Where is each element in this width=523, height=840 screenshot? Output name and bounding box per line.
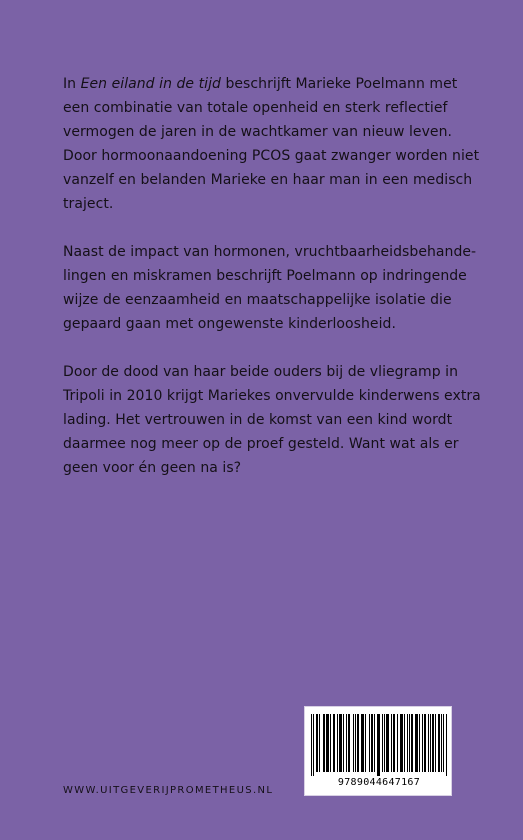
barcode-bar [339, 714, 340, 772]
blurb-line: gepaard gaan met ongewenste kinderloosheid. [63, 316, 396, 332]
barcode-bar [430, 714, 431, 772]
barcode-bar [400, 714, 401, 772]
barcode-bar [377, 714, 378, 776]
barcode-bar [319, 714, 320, 772]
barcode-bar [407, 714, 408, 772]
barcode-bar [424, 714, 425, 772]
barcode-bar [441, 714, 442, 772]
barcode-bar [387, 714, 388, 772]
blurb-line: traject. [63, 196, 114, 212]
barcode-bar [409, 714, 410, 772]
barcode-bar [333, 714, 334, 772]
barcode-bar [326, 714, 327, 772]
barcode-bar [311, 714, 312, 776]
barcode-bar [379, 714, 380, 776]
barcode-bar [401, 714, 402, 772]
blurb-line: lading. Het vertrouwen in de komst van een kind wordt [63, 412, 453, 428]
barcode-bar [422, 714, 423, 772]
barcode-bar [357, 714, 358, 772]
barcode-bar [323, 714, 324, 772]
barcode-bar [404, 714, 405, 772]
barcode-bar [416, 714, 417, 772]
barcode-bar [361, 714, 362, 772]
blurb-line: Tripoli in 2010 krijgt Mariekes onvervulde kinderwens extra [63, 388, 481, 404]
blurb-paragraph-2 [63, 240, 477, 336]
barcode-bar [419, 714, 420, 772]
barcode-bar [432, 714, 433, 772]
blurb-line: Door de dood van haar beide ouders bij de vliegramp in [63, 364, 459, 380]
barcode-bar [412, 714, 413, 772]
barcode-bar [317, 714, 318, 772]
barcode-bar [428, 714, 429, 772]
barcode-bar [438, 714, 439, 772]
barcode-bar [365, 714, 366, 772]
barcode-bar [363, 714, 364, 772]
blurb-paragraph-3 [63, 360, 481, 480]
barcode-bar [439, 714, 440, 772]
blurb-line: Naast de impact van hormonen, vruchtbaarheidsbehande- [63, 244, 477, 260]
barcode-bar [425, 714, 426, 772]
publisher-website: WWW.UITGEVERIJPROMETHEUS.NL [63, 785, 274, 796]
barcode-bar [371, 714, 372, 772]
barcode-bar [374, 714, 375, 772]
barcode-bar [433, 714, 434, 772]
blurb-paragraph-1 [63, 72, 480, 216]
barcode-bar [372, 714, 373, 772]
barcode-bar [313, 714, 314, 776]
barcode-bar [328, 714, 329, 772]
barcode-bar [411, 714, 412, 772]
barcode-bar [417, 714, 418, 772]
blurb-line: Door hormoonaandoening PCOS gaat zwanger worden niet [63, 148, 480, 164]
barcode-bar [386, 714, 387, 772]
blurb-line [63, 72, 471, 96]
barcode-bar [355, 714, 356, 772]
barcode-bar [435, 714, 436, 772]
barcode-bar [316, 714, 317, 772]
barcode-bar [443, 714, 444, 772]
blurb-line: geen voor én geen na is? [63, 460, 242, 476]
book-title-italic: Een eiland in de tijd [80, 76, 221, 92]
barcode-bar [382, 714, 383, 772]
line-prefix: In [63, 76, 81, 92]
barcode-bar [446, 714, 447, 776]
barcode-bar [330, 714, 331, 772]
blurb-line: daarmee nog meer op de proef gesteld. Want wat als er [63, 436, 459, 452]
barcode-bar [324, 714, 325, 772]
barcode-bar [362, 714, 363, 772]
barcode-bar [346, 714, 347, 772]
barcode-bar [327, 714, 328, 772]
barcode-bar [378, 714, 379, 776]
barcode-bar [337, 714, 338, 772]
blurb-text [63, 72, 481, 504]
barcode-bar [358, 714, 359, 772]
barcode-bar [341, 714, 342, 772]
barcode-bar [343, 714, 344, 772]
barcode-bar [340, 714, 341, 772]
barcode-bar [391, 714, 392, 772]
barcode-bar [402, 714, 403, 772]
barcode-bar [393, 714, 394, 772]
barcode-bars [311, 714, 447, 776]
isbn-barcode [304, 706, 452, 796]
barcode-bar [349, 714, 350, 772]
barcode-bar [388, 714, 389, 772]
blurb-line: vanzelf en belanden Marieke en haar man in een medisch [63, 172, 473, 188]
blurb-line: vermogen de jaren in de wachtkamer van nieuw leven. [63, 124, 452, 140]
barcode-bar [369, 714, 370, 772]
isbn-number: 9789044647167 [337, 777, 421, 788]
barcode-bar [394, 714, 395, 772]
barcode-bar [353, 714, 354, 772]
line-suffix: beschrijft Marieke Poelmann met [220, 76, 458, 92]
blurb-line: lingen en miskramen beschrijft Poelmann op indringende [63, 268, 467, 284]
blurb-line: wijze de eenzaamheid en maatschappelijke isolatie die [63, 292, 452, 308]
blurb-line: een combinatie van totale openheid en sterk reflectief [63, 100, 448, 116]
barcode-bar [348, 714, 349, 772]
barcode-bar [334, 714, 335, 772]
barcode-bar [397, 714, 398, 772]
barcode-bar [415, 714, 416, 772]
barcode-bar [384, 714, 385, 772]
